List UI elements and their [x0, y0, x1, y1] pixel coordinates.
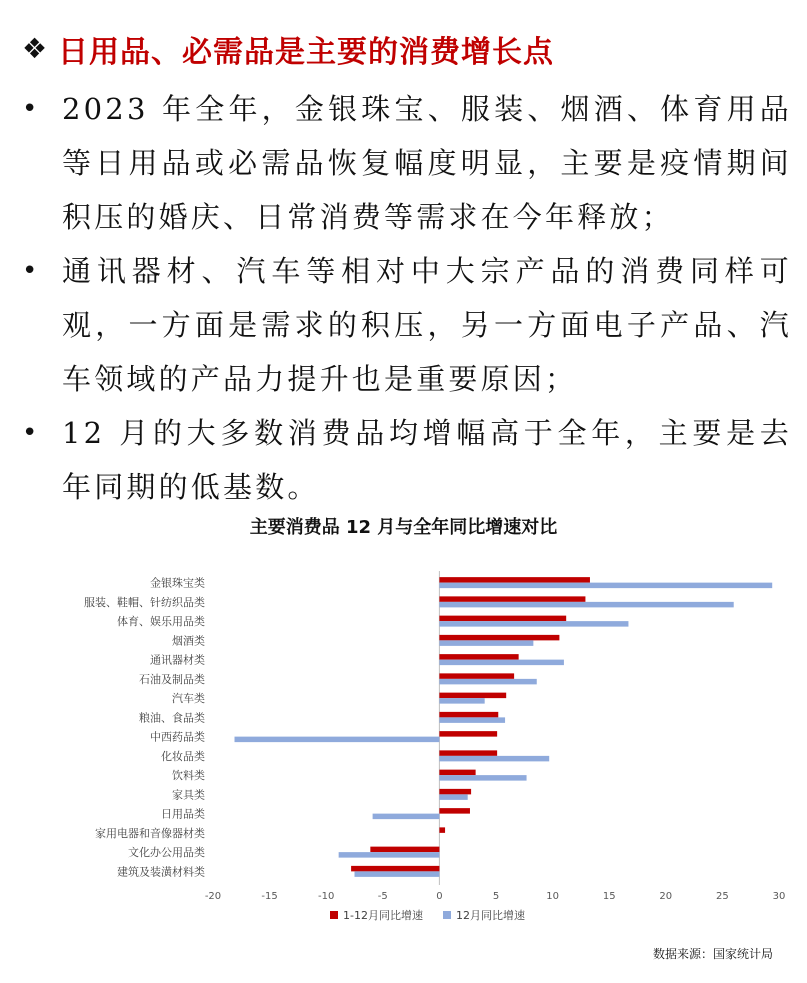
bullet-item — [22, 244, 792, 406]
x-tick-label: -15 — [261, 891, 278, 902]
bar-december — [373, 814, 440, 820]
x-tick-label: 15 — [602, 891, 616, 902]
bar-annual — [439, 616, 566, 622]
category-label: 服装、鞋帽、针纺织品类 — [84, 595, 205, 609]
bar-annual — [439, 693, 506, 699]
chart-title: 主要消费品 12 月与全年同比增速对比 — [249, 517, 558, 538]
legend-swatch-annual — [330, 911, 338, 919]
x-tick-label: 25 — [716, 891, 729, 902]
bullet-dot-icon: • — [22, 256, 38, 286]
x-tick-label: 0 — [436, 891, 443, 902]
bar-annual — [439, 712, 498, 718]
x-tick-label: 10 — [546, 891, 559, 902]
category-label: 粮油、食品类 — [139, 711, 205, 725]
x-tick-label: 5 — [492, 891, 500, 902]
slide-heading — [22, 26, 554, 72]
data-source: 数据来源：国家统计局 — [652, 947, 773, 961]
bar-annual — [439, 750, 497, 756]
category-label: 化妆品类 — [161, 749, 205, 763]
bar-december — [439, 698, 484, 704]
bullet-item — [22, 82, 792, 244]
category-label: 文化办公用品类 — [128, 846, 205, 860]
bar-chart — [0, 505, 807, 983]
bar-december — [439, 660, 564, 666]
category-label: 饮料类 — [172, 769, 205, 783]
category-label: 中西药品类 — [150, 730, 205, 744]
bar-december — [439, 583, 772, 589]
category-label: 家用电器和音像器材类 — [95, 826, 205, 840]
bar-annual — [439, 770, 475, 776]
bullet-text: 2023 年全年，金银珠宝、服装、烟酒、体育用品等日用品或必需品恢复幅度明显，主要是疫情期间积压的婚庆、日常消费等需求在今年释放； — [62, 92, 792, 234]
bar-december — [439, 756, 549, 762]
bar-december — [339, 852, 440, 858]
category-label: 家具类 — [172, 788, 205, 802]
bullet-text: 通讯器材、汽车等相对中大宗产品的消费同样可观，一方面是需求的积压，另一方面电子产品、汽车领域的产品力提升也是重要原因； — [62, 254, 792, 396]
slide-title: 日用品、必需品是主要的消费增长点 — [58, 35, 554, 70]
legend-label-december: 12月同比增速 — [455, 909, 525, 922]
bar-december — [235, 737, 440, 743]
bar-annual — [439, 673, 514, 679]
bar-december — [439, 640, 533, 646]
bar-december — [439, 602, 733, 608]
x-tick-label: 20 — [659, 891, 673, 902]
category-label: 汽车类 — [172, 692, 205, 706]
bar-annual — [370, 847, 439, 853]
legend-label-annual: 1-12月同比增速 — [343, 909, 423, 922]
category-label: 通讯器材类 — [150, 653, 205, 667]
x-tick-label: -5 — [377, 891, 388, 902]
x-tick-label: 30 — [772, 891, 786, 902]
category-label: 烟酒类 — [172, 634, 205, 648]
bar-annual — [439, 577, 590, 583]
bullet-text: 12 月的大多数消费品均增幅高于全年，主要是去年同期的低基数。 — [62, 416, 792, 504]
bar-annual — [439, 808, 470, 814]
x-tick-label: -10 — [318, 891, 335, 902]
bar-december — [439, 621, 628, 627]
bar-annual — [439, 827, 445, 833]
legend-item-december — [443, 907, 525, 923]
bullet-list — [22, 82, 792, 514]
bar-annual — [439, 596, 585, 602]
bar-december — [439, 679, 536, 685]
legend-item-annual — [330, 907, 423, 923]
diamond-bullet-icon: ❖ — [22, 32, 48, 65]
x-tick-label: -20 — [204, 891, 222, 902]
bar-annual — [439, 731, 497, 737]
category-label: 体育、娱乐用品类 — [117, 615, 205, 629]
bar-december — [439, 775, 526, 781]
legend-swatch-december — [443, 911, 451, 919]
bar-december — [439, 794, 467, 800]
chart-legend — [330, 907, 545, 923]
category-label: 建筑及装潢材料类 — [117, 865, 205, 879]
category-label: 日用品类 — [161, 807, 205, 821]
bar-annual — [439, 789, 471, 795]
bar-annual — [439, 635, 559, 641]
bar-december — [439, 717, 505, 723]
category-label: 石油及制品类 — [139, 672, 205, 686]
bullet-item — [22, 406, 792, 514]
category-label: 金银珠宝类 — [150, 576, 205, 590]
bullet-dot-icon: • — [22, 94, 38, 124]
bar-annual — [351, 866, 439, 872]
bullet-dot-icon: • — [22, 418, 38, 448]
bar-december — [355, 871, 440, 877]
bar-annual — [439, 654, 518, 660]
